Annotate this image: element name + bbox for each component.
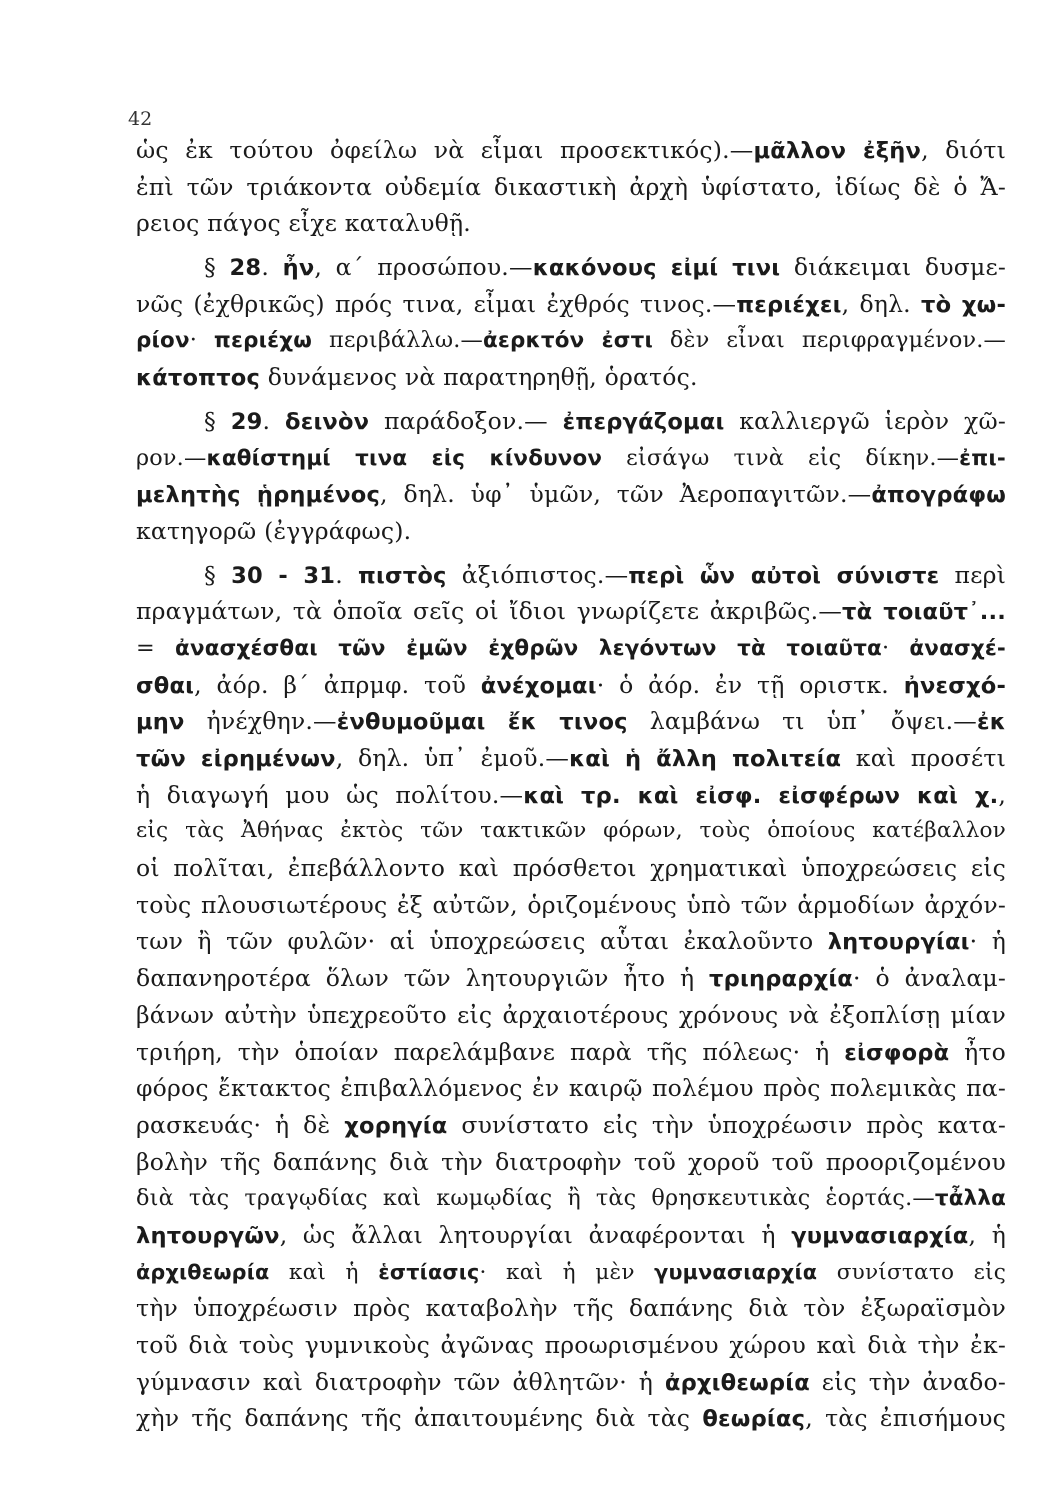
headword: ἀρχιθεωρία (664, 1369, 810, 1396)
text-line (136, 1364, 1006, 1401)
headword: ἑστίασις (378, 1259, 480, 1284)
text-line (136, 703, 1006, 740)
text-line (136, 850, 1006, 887)
text-run: ρασκευάς· ἡ δὲ (136, 1110, 345, 1139)
text-run: , τὰς ἐπισήμους (805, 1404, 1006, 1433)
text-run: § (204, 253, 230, 282)
text-line (136, 132, 1006, 169)
text-line (136, 169, 1006, 206)
text-line (136, 1327, 1006, 1364)
headword: ἐνθυμοῦμαι ἔκ τινος (336, 709, 628, 736)
headword: γυμνασιαρχία (654, 1259, 818, 1284)
text-run: λαμβάνω τι ὑπ᾽ ὄψει.— (627, 707, 978, 736)
headword: καὶ τρ. καὶ εἰσφ. εἰσφέρων καὶ χ. (523, 782, 999, 809)
text-run: κατηγορῶ (ἐγγράφως). (136, 516, 412, 545)
text-run: εἰς τὴν ἀναδο- (809, 1367, 1006, 1396)
headword: κάτοπτος (136, 365, 261, 392)
headword: ρίον (136, 328, 190, 354)
headword: ἀρχιθεωρία (136, 1259, 270, 1284)
text-run: δαπανηροτέρα ὅλων τῶν λητουργιῶν ἦτο ἡ (136, 964, 710, 993)
text-line (136, 1070, 1006, 1107)
text-run: . (262, 406, 285, 435)
text-line (136, 322, 1006, 359)
headword: ἀερκτόν ἐστι (483, 328, 654, 354)
text-run: διὰ τὰς τραγῳδίας καὶ κωμῳδίας ἢ τὰς θρησκευτικὰς ἑορτάς.— (136, 1185, 935, 1212)
text-run: · (881, 634, 910, 661)
headword: ἀνέχομαι (480, 672, 597, 699)
text-run: , ἀόρ. β΄ ἀπρμφ. τοῦ (194, 670, 481, 699)
text-line (136, 403, 1006, 440)
text-run: , (998, 780, 1007, 809)
text-run: καλλιεργῶ ἱερὸν χῶ- (724, 406, 1007, 435)
text-run: δὲν εἶναι περιφραγμένον.— (653, 327, 1006, 354)
text-run: , διότι (921, 136, 1006, 164)
text-line (136, 740, 1006, 777)
text-run: γύμνασιν καὶ διατροφὴν τῶν ἀθλητῶν· ἡ (136, 1367, 665, 1396)
headword: ἀνασχέσθαι τῶν ἐμῶν ἐχθρῶν λεγόντων τὰ τοιαῦτα (175, 635, 882, 661)
text-run: καὶ προσέτι (841, 744, 1007, 772)
text-line (136, 813, 1006, 850)
headword: τῶν εἰρημένων (136, 746, 336, 772)
text-line (136, 1400, 1006, 1437)
headword: περιέχει (736, 291, 842, 318)
text-line (136, 1144, 1006, 1181)
text-line (136, 997, 1006, 1034)
text-line (136, 1107, 1006, 1144)
text-run: περιβάλλω.— (312, 327, 483, 354)
text-run: § (204, 406, 231, 435)
headword: χορηγία (344, 1112, 448, 1139)
text-line (136, 1034, 1006, 1071)
headword: πιστὸς (357, 562, 447, 589)
text-run: παράδοξον.— (369, 406, 563, 435)
text-run: συνίστατο εἰς τὴν ὑποχρέωσιν πρὸς κατα- (447, 1110, 1006, 1139)
headword: τἆλλα (934, 1186, 1006, 1212)
text-run: τὴν ὑποχρέωσιν πρὸς καταβολὴν τῆς δαπάνης διὰ τὸν ἐξωραϊσμὸν (136, 1294, 1006, 1323)
text-run: ρειος πάγος εἶχε καταλυθῇ. (136, 209, 471, 238)
text-run: , δηλ. (841, 289, 922, 318)
text-run: εἰς τὰς Ἀθήνας ἐκτὸς τῶν τακτικῶν φόρων, τοὺς ὁποίους κατέβαλλον (136, 818, 1006, 844)
text-line (136, 887, 1006, 924)
text-line (136, 960, 1006, 997)
headword: 29 (230, 408, 263, 435)
text-run: , ἡ (968, 1220, 1006, 1249)
page-number: 42 (128, 108, 153, 130)
text-run: νῶς (ἐχθρικῶς) πρός τινα, εἶμαι ἐχθρός τινος.— (136, 289, 737, 318)
text-line (136, 1217, 1006, 1254)
text-run: καὶ ἡ (269, 1259, 379, 1285)
headword: ἦν (282, 255, 315, 282)
text-line (136, 923, 1006, 960)
text-run: , δηλ. ὑπ᾽ ἐμοῦ.— (335, 744, 570, 772)
headword: σθαι (136, 672, 195, 699)
text-line (136, 1290, 1006, 1327)
headword: μᾶλλον ἐξῆν (753, 138, 922, 164)
text-run: · ὁ ἀναλαμ- (853, 964, 1006, 993)
text-run: ἦτο (949, 1037, 1006, 1066)
text-run: , δηλ. ὑφ᾽ ὑμῶν, τῶν Ἀεροπαγιτῶν.— (380, 480, 872, 509)
headword: τὰ τοιαῦτ᾽... (842, 599, 1006, 626)
text-run: περὶ (939, 560, 1007, 589)
text-run: ἡ διαγωγή μου ὡς πολίτου.— (136, 780, 524, 809)
text-run: · (189, 327, 214, 354)
text-run: φόρος ἔκτακτος ἐπιβαλλόμενος ἐν καιρῷ πολέμου πρὸς πολεμικὰς πα- (136, 1074, 1006, 1103)
text-line (136, 205, 1006, 242)
text-run: διάκειμαι δυσμε- (780, 253, 1006, 282)
headword: ἐπι- (959, 445, 1006, 471)
headword: λητουργῶν (136, 1222, 280, 1249)
headword: 28 (229, 255, 262, 282)
text-line (136, 1180, 1006, 1217)
text-line (136, 513, 1006, 550)
text-run: ἀξιόπιστος.— (446, 560, 629, 589)
text-run: · καὶ ἡ μὲν (479, 1259, 655, 1285)
text-run: , ὡς ἄλλαι λητουργίαι ἀναφέρονται ἡ (279, 1220, 792, 1249)
headword: ἐκ (977, 709, 1006, 736)
headword: τὸ χω- (921, 291, 1006, 318)
text-run: τριήρη, τὴν ὁποίαν παρελάμβανε παρὰ τῆς πόλεως· ἡ (136, 1037, 845, 1066)
text-run: . (335, 560, 358, 589)
headword: ἀνασχέ- (909, 635, 1007, 661)
text-run: δυνάμενος νὰ παρατηρηθῇ, ὁρατός. (260, 363, 698, 392)
text-line (136, 286, 1006, 323)
headword: κακόνους εἰμί τινι (532, 255, 781, 282)
headword: ἐπεργάζομαι (562, 408, 725, 435)
text-line (136, 593, 1006, 630)
text-line (136, 249, 1006, 286)
headword: 30 - 31 (231, 562, 336, 589)
text-run: εἰσάγω τινὰ εἰς δίκην.— (602, 444, 960, 471)
headword: λητουργίαι (827, 929, 970, 956)
headword: περὶ ὧν αὐτοὶ σύνιστε (628, 562, 940, 589)
text-run: § (204, 560, 232, 589)
text-run: συνίστατο εἰς (817, 1259, 1007, 1285)
text-run: . (261, 253, 283, 282)
headword: περιέχω (213, 328, 313, 354)
text-run: τοὺς πλουσιωτέρους ἐξ αὐτῶν, ὁριζομένους ὑπὸ τῶν ἁρμοδίων ἀρχόν- (136, 890, 1006, 919)
text-run: ἐπὶ τῶν τριάκοντα οὐδεμία δικαστικὴ ἀρχὴ ὑφίστατο, ἰδίως δὲ ὁ Ἄ- (136, 172, 1006, 201)
text-run: βάνων αὐτὴν ὑπεχρεοῦτο εἰς ἀρχαιοτέρους χρόνους νὰ ἐξοπλίσῃ μίαν (136, 1000, 1006, 1029)
text-line (136, 557, 1006, 594)
text-run: · ὁ ἀόρ. ἐν τῇ οριστκ. (596, 670, 904, 699)
text-line (136, 1254, 1006, 1291)
text-line (136, 476, 1006, 513)
text-line (136, 359, 1006, 396)
headword: ἀπογράφω (871, 482, 1006, 509)
text-run: ρον.— (136, 444, 207, 471)
text-line (136, 667, 1006, 704)
text-run: πραγμάτων, τὰ ὁποῖα σεῖς οἱ ἴδιοι γνωρίζετε ἀκριβῶς.— (136, 597, 843, 626)
text-run: των ἢ τῶν φυλῶν· αἱ ὑποχρεώσεις αὗται ἐκαλοῦντο (136, 927, 828, 956)
text-run: ἠνέχθην.— (184, 707, 337, 736)
text-run: · ἡ (969, 927, 1006, 956)
text-run: , α΄ προσώπου.— (314, 253, 533, 282)
headword: εἰσφορὰ (844, 1039, 950, 1066)
headword: τριηραρχία (709, 966, 853, 993)
text-run: βολὴν τῆς δαπάνης διὰ τὴν διατροφὴν τοῦ χοροῦ τοῦ προοριζομένου (136, 1147, 1006, 1176)
body-text (136, 132, 1006, 1437)
headword: καθίστημί τινα εἰς κίνδυνον (206, 445, 603, 471)
headword: μελητὴς ᾑρημένος (136, 482, 381, 509)
headword: δεινὸν (285, 408, 370, 435)
text-run: χὴν τῆς δαπάνης τῆς ἀπαιτουμένης διὰ τὰς (136, 1404, 703, 1433)
headword: θεωρίας (702, 1406, 806, 1433)
text-run: ὡς ἐκ τούτου ὀφείλω νὰ εἶμαι προσεκτικός).— (136, 136, 754, 164)
headword: γυμνασιαρχία (791, 1222, 969, 1249)
text-line (136, 440, 1006, 477)
headword: μην (136, 709, 185, 736)
text-run: = (136, 634, 176, 661)
text-line (136, 777, 1006, 814)
text-line (136, 630, 1006, 667)
headword: ἠνεσχό- (903, 672, 1007, 699)
headword: καὶ ἡ ἄλλη πολιτεία (569, 746, 842, 772)
text-run: τοῦ διὰ τοὺς γυμνικοὺς ἀγῶνας προωρισμένου χώρου καὶ διὰ τὴν ἐκ- (136, 1331, 1006, 1359)
text-run: οἱ πολῖται, ἐπεβάλλοντο καὶ πρόσθετοι χρηματικαὶ ὑποχρεώσεις εἰς (136, 854, 1006, 883)
